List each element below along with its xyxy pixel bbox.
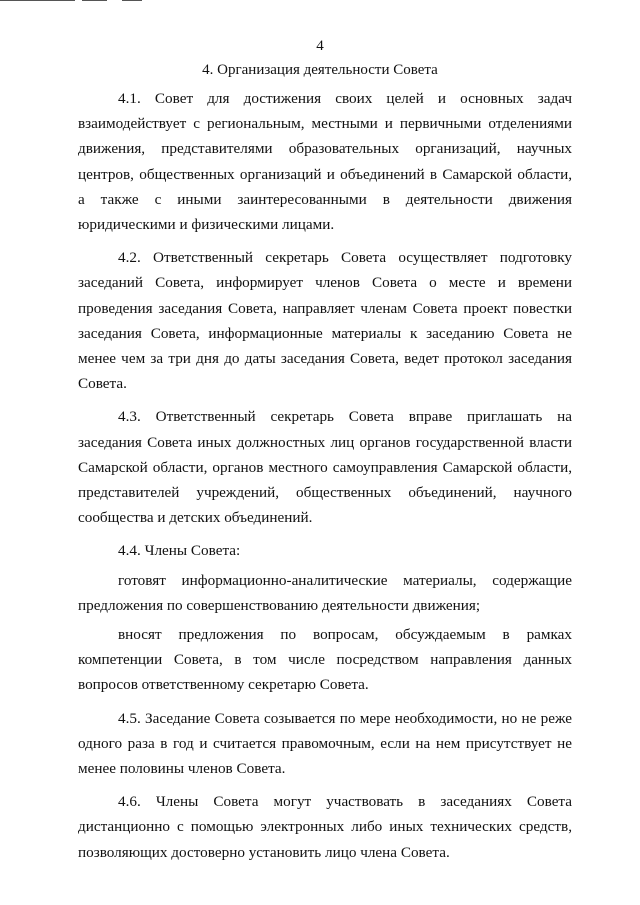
paragraph-4-2: 4.2. Ответственный секретарь Совета осуществляет подготовку заседаний Совета, информирует членов Совета о месте и времени проведения заседания Совета, направляет членам Совета проект повестки заседания Совета, информационные материалы к заседанию Совета не менее чем за три дня до даты заседания Совета, ведет протокол заседания Совета. (78, 249, 572, 393)
paragraph-4-4: 4.4. Члены Совета: (118, 542, 241, 560)
section-heading: 4. Организация деятельности Совета (202, 62, 438, 78)
list-item-submit-proposals: вносят предложения по вопросам, обсуждаемым в рамках компетенции Совета, в том числе посредством направления данных вопросов ответственному секретарю Совета. (78, 626, 572, 694)
scan-edge-mark (122, 0, 142, 1)
paragraph-4-3: 4.3. Ответственный секретарь Совета вправе приглашать на заседания Совета иных должностных лиц органов государственной власти Самарской области, органов местного самоуправления Самарской области, представителей учреждений, общественных объединений, научного сообщества и детских объединений. (78, 408, 572, 527)
document-body (78, 86, 572, 873)
page-number: 4 (316, 38, 324, 54)
paragraph-4-6: 4.6. Члены Совета могут участвовать в заседаниях Совета дистанционно с помощью электронных либо иных технических средств, позволяющих достоверно установить лицо члена Совета. (78, 793, 572, 861)
scan-edge-mark (0, 0, 75, 1)
paragraph-4-5: 4.5. Заседание Совета созывается по мере необходимости, но не реже одного раза в год и считается правомочным, если на нем присутствует не менее половины членов Совета. (78, 709, 572, 778)
scan-edge-mark (82, 0, 107, 1)
paragraph-4-1: 4.1. Совет для достижения своих целей и основных задач взаимодействует с региональным, местными и первичными отделениями движения, представителями образовательных организаций, научных центров, общественных организаций и объединений в Самарской области, а также с иными заинтересованными в деятельности движения юридическими и физическими лицами. (78, 90, 572, 234)
list-item-prepare-materials: готовят информационно-аналитические материалы, содержащие предложения по совершенствованию деятельности движения; (78, 571, 572, 614)
